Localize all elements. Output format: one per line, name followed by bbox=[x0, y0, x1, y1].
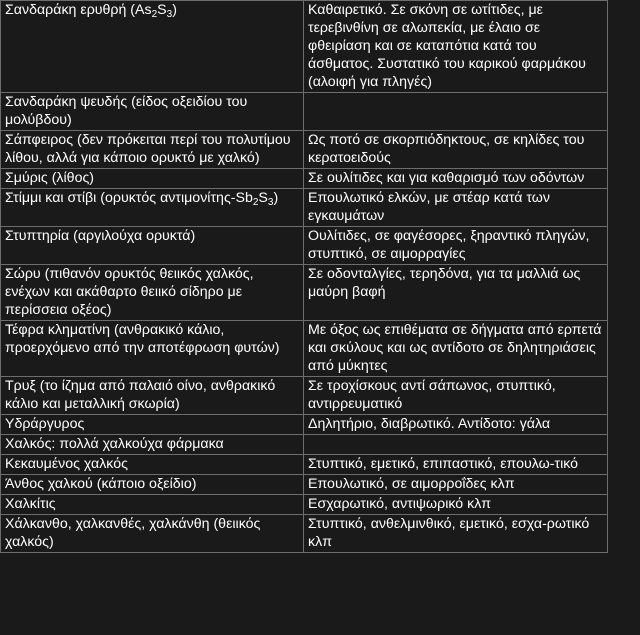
table-row bbox=[1, 189, 608, 227]
table-row bbox=[1, 495, 608, 515]
substance-cell: Στυπτηρία (αργιλούχα ορυκτά) bbox=[1, 227, 304, 265]
table-row bbox=[1, 515, 608, 553]
substance-cell: Τρυξ (το ίζημα από παλαιό οίνο, ανθρακικό κάλιο και μεταλλική σκωρία) bbox=[1, 377, 304, 415]
use-cell: Στυπτικό, εμετικό, επιπαστικό, επουλω-τικό bbox=[304, 455, 608, 475]
table-row bbox=[1, 455, 608, 475]
substance-cell: Άνθος χαλκού (κάποιο οξείδιο) bbox=[1, 475, 304, 495]
substance-cell: Κεκαυμένος χαλκός bbox=[1, 455, 304, 475]
substance-cell: Στίμμι και στίβι (ορυκτός αντιμονίτης-$Sb_2S_3$) bbox=[1, 189, 304, 227]
substance-cell: Σάπφειρος (δεν πρόκειται περί του πολυτίμου λίθου, αλλά για κάποιο ορυκτό με χαλκό) bbox=[1, 131, 304, 169]
substance-cell: Τέφρα κληματίνη (ανθρακικό κάλιο, προερχόμενο από την αποτέφρωση φυτών) bbox=[1, 321, 304, 377]
use-cell: Σε τροχίσκους αντί σάπωνος, στυπτικό, αντιρρευματικό bbox=[304, 377, 608, 415]
use-cell bbox=[304, 93, 608, 131]
table-row bbox=[1, 415, 608, 435]
use-cell: Στυπτικό, ανθελμινθικό, εμετικό, εσχα-ρωτικό κλπ bbox=[304, 515, 608, 553]
table-row bbox=[1, 435, 608, 455]
use-cell: Ως ποτό σε σκορπιόδηκτους, σε κηλίδες του κερατοειδούς bbox=[304, 131, 608, 169]
table-row bbox=[1, 321, 608, 377]
use-cell: Ουλίτιδες, σε φαγέσορες, ξηραντικό πληγών, στυπτικό, σε αιμορραγίες bbox=[304, 227, 608, 265]
use-cell: Δηλητήριο, διαβρωτικό. Αντίδοτο: γάλα bbox=[304, 415, 608, 435]
substance-cell: Σανδαράκη ερυθρή $(As_2S_3)$ bbox=[1, 1, 304, 93]
use-cell bbox=[304, 435, 608, 455]
substance-cell: Υδράργυρος bbox=[1, 415, 304, 435]
table-row bbox=[1, 377, 608, 415]
table-row bbox=[1, 93, 608, 131]
table-row bbox=[1, 169, 608, 189]
substance-cell: Χάλκανθο, χαλκανθές, χαλκάνθη (θειικός χαλκός) bbox=[1, 515, 304, 553]
substance-cell: Σμύρις (λίθος) bbox=[1, 169, 304, 189]
table-row bbox=[1, 265, 608, 321]
table-row bbox=[1, 131, 608, 169]
substance-cell: Χαλκίτις bbox=[1, 495, 304, 515]
use-cell: Καθαιρετικό. Σε σκόνη σε ωτίτιδες, με τερεβινθίνη σε αλωπεκία, με έλαιο σε φθειρίαση και σε καταπότια κατά του άσθματος. Συστατικό του καρικού φαρμάκου (αλοιφή για πληγές) bbox=[304, 1, 608, 93]
use-cell: Με όξος ως επιθέματα σε δήγματα από ερπετά και σκύλους και ως αντίδοτο σε δηλητηριάσεις από μύκητες bbox=[304, 321, 608, 377]
substance-cell: Σανδαράκη ψευδής (είδος οξειδίου του μολύβδου) bbox=[1, 93, 304, 131]
use-cell: Σε οδονταλγίες, τερηδόνα, για τα μαλλιά ως μαύρη βαφή bbox=[304, 265, 608, 321]
use-cell: Επουλωτικό, σε αιμορροΐδες κλπ bbox=[304, 475, 608, 495]
use-cell: Επουλωτικό ελκών, με στέαρ κατά των εγκαυμάτων bbox=[304, 189, 608, 227]
use-cell: Εσχαρωτικό, αντιψωρικό κλπ bbox=[304, 495, 608, 515]
table-row bbox=[1, 1, 608, 93]
substance-cell: Σώρυ (πιθανόν ορυκτός θειικός χαλκός, ενέχων και ακάθαρτο θειικό σίδηρο με περίσσεια οξέος) bbox=[1, 265, 304, 321]
substance-cell: Χαλκός: πολλά χαλκούχα φάρμακα bbox=[1, 435, 304, 455]
table-row bbox=[1, 227, 608, 265]
use-cell: Σε ουλίτιδες και για καθαρισμό των οδόντων bbox=[304, 169, 608, 189]
table-row bbox=[1, 475, 608, 495]
